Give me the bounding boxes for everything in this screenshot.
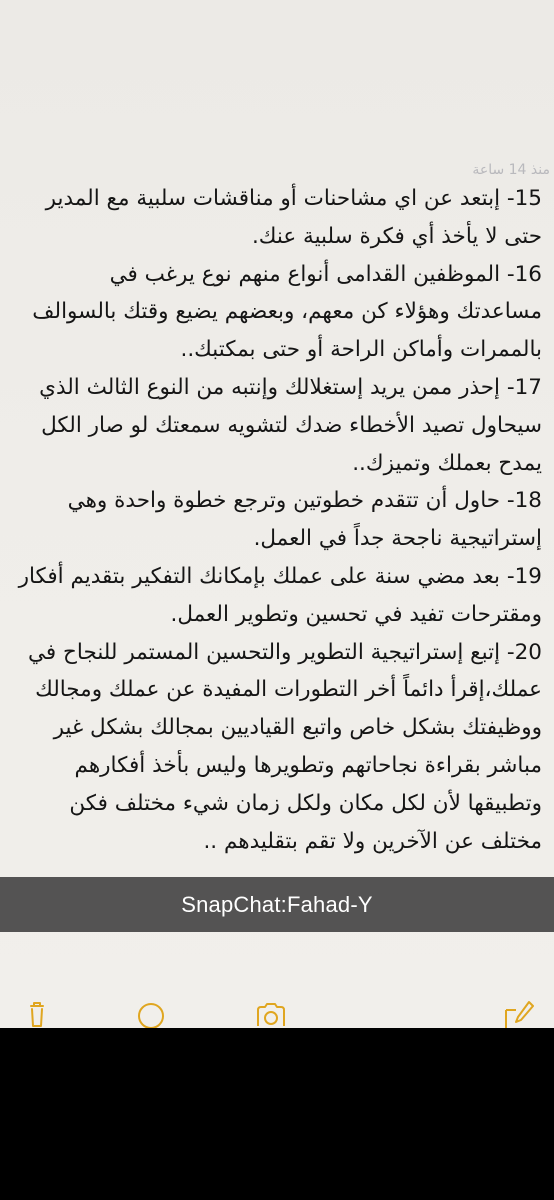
- item-text: بعد مضي سنة على عملك بإمكانك التفكير بتقديم أفكار ومقترحات تفيد في تحسين وتطوير العمل.: [18, 563, 542, 627]
- item-number: -19: [506, 563, 542, 589]
- note-paragraph: [18, 482, 542, 558]
- item-number: -18: [506, 488, 542, 514]
- item-number: -15: [506, 186, 542, 211]
- item-text: إتبع إستراتيجية التطوير والتحسين المستمر للنجاح في عملك،إقرأ دائماً أخر التطورات المفيدة عن عملك ومجالك ووظيفتك بشكل خاص واتبع القياديين بمجالك بشكل غير مباشر بقراءة نجاحاتهم وتطويرها وليس بأخذ أفكارهم وتطبيقها لأن لكل مكان ولكل زمان شيء مختلف فكن مختلف عن الآخرين ولا تقم بتقليدهم ..: [27, 639, 542, 854]
- checklist-icon[interactable]: [134, 996, 168, 1028]
- snapchat-banner: [0, 877, 554, 932]
- camera-icon[interactable]: [254, 996, 288, 1028]
- note-timestamp: منذ 14 ساعة: [472, 162, 550, 178]
- note-paragraph: [18, 256, 542, 369]
- note-paragraph: [18, 369, 542, 482]
- item-text: الموظفين القدامى أنواع منهم نوع يرغب في مساعدتك وهؤلاء كن معهم، وبعضهم يضيع وقتك بالسوالف بالممرات وأماكن الراحة أو حتى بمكتبك..: [32, 261, 542, 363]
- item-text: حاول أن تتقدم خطوتين وترجع خطوة واحدة وهي إستراتيجية ناجحة جداً في العمل.: [67, 488, 542, 552]
- item-text: إبتعد عن اي مشاحنات أو مناقشات سلبية مع المدير حتى لا يأخذ أي فكرة سلبية عنك.: [45, 186, 542, 249]
- note-paragraph: [18, 634, 542, 861]
- compose-icon[interactable]: [502, 996, 536, 1028]
- bottom-toolbar: [0, 996, 554, 1028]
- note-paragraph: [18, 180, 542, 256]
- item-number: -20: [506, 639, 542, 665]
- banner-text: SnapChat:Fahad-Y: [181, 891, 373, 917]
- item-text: إحذر ممن يريد إستغلالك وإنتبه من النوع الثالث الذي سيحاول تصيد الأخطاء ضدك لتشويه سمعتك لو صار الكل يمدح بعملك وتميزك..: [39, 374, 542, 476]
- note-paragraph: [18, 558, 542, 634]
- item-number: -17: [506, 374, 542, 400]
- item-number: -16: [506, 261, 542, 287]
- note-body[interactable]: [18, 180, 542, 860]
- trash-icon[interactable]: [20, 996, 54, 1028]
